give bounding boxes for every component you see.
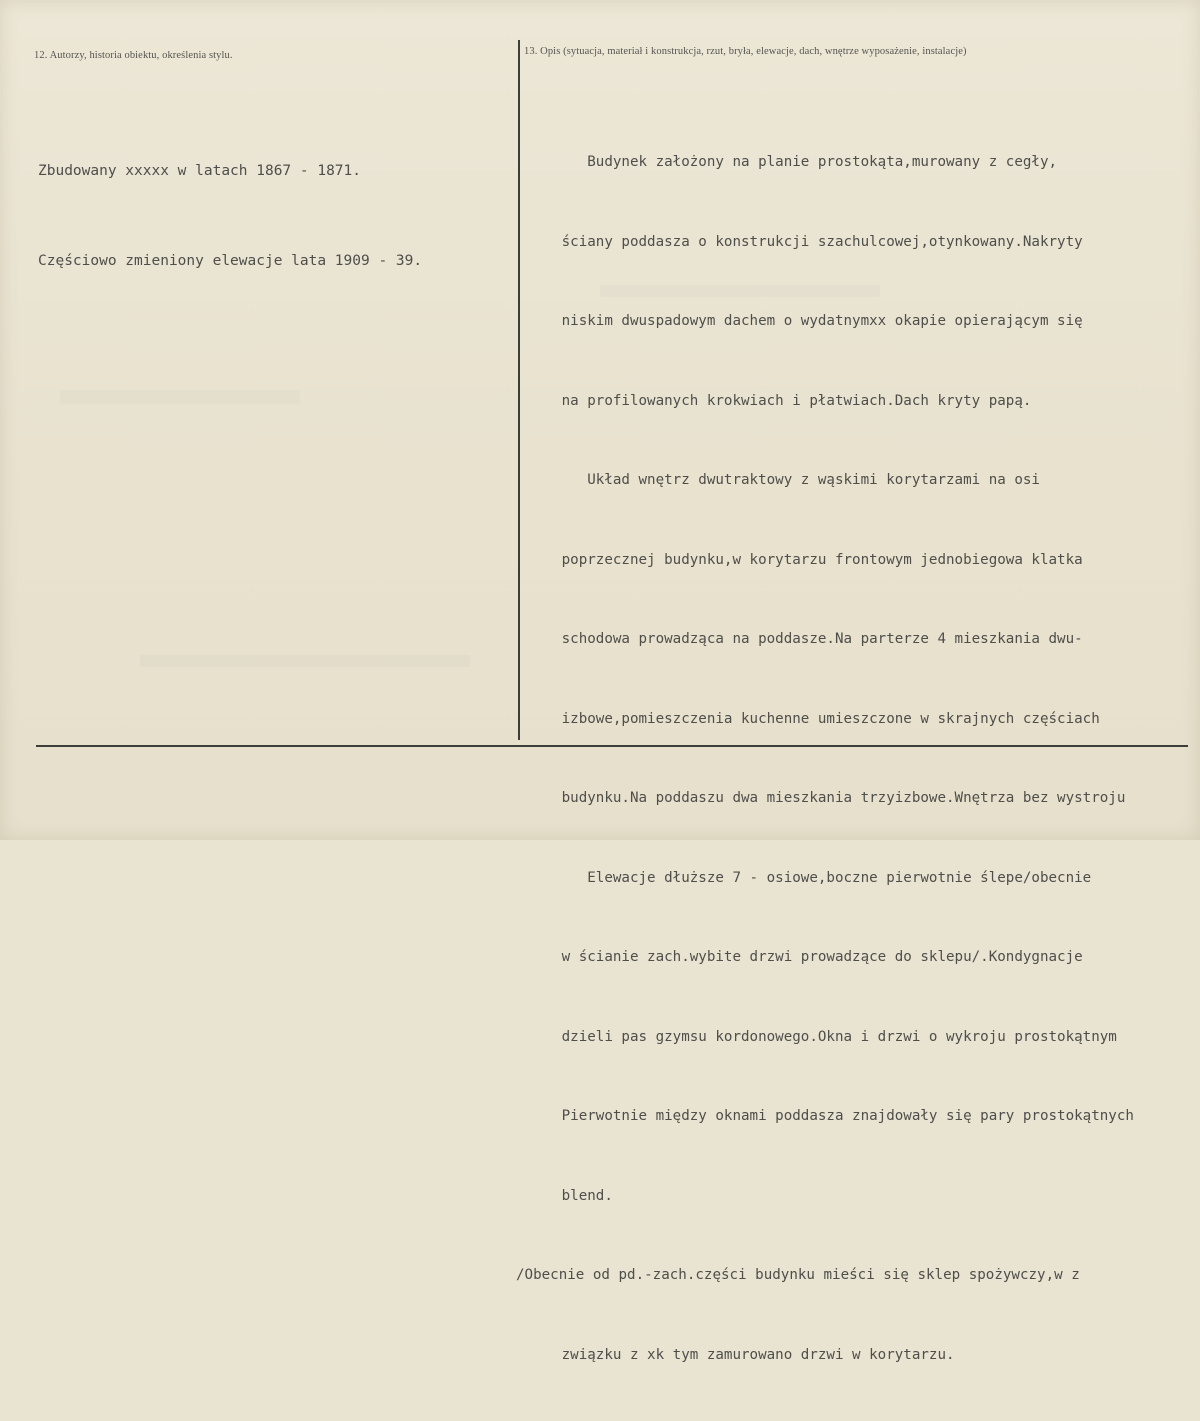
column-divider [518, 40, 520, 740]
description-line: związku z xk tym zamurowano drzwi w korytarzu. [536, 1346, 955, 1363]
description-line: Budynek założony na planie prostokąta,murowany z cegły, [536, 154, 1058, 170]
paper-stain [60, 390, 300, 404]
section-13-header: 13. Opis (sytuacja, materiał i konstrukcja, rzut, bryła, elewacje, dach, wnętrze wyposażenie, instalacje) [524, 46, 967, 57]
description-line: izbowe,pomieszczenia kuchenne umieszczone w skrajnych częściach [536, 710, 1100, 727]
description-line: dzieli pas gzymsu kordonowego.Okna i drzwi o wykroju prostokątnym [536, 1028, 1117, 1045]
description-line: budynku.Na poddaszu dwa mieszkania trzyizbowe.Wnętrza bez wystroju [536, 790, 1126, 806]
description-line: schodowa prowadząca na poddasze.Na parterze 4 mieszkania dwu- [536, 631, 1083, 647]
description-line: blend. [536, 1187, 613, 1204]
description-line: poprzecznej budynku,w korytarzu frontowym jednobiegowa klatka [536, 551, 1083, 568]
history-line: Zbudowany xxxxx w latach 1867 - 1871. [38, 163, 362, 179]
description-line: Układ wnętrz dwutraktowy z wąskimi korytarzami na osi [536, 472, 1040, 488]
description-text [516, 96, 1196, 1421]
description-line: /Obecnie od pd.-zach.części budynku mieści się sklep spożywczy,w z [516, 1267, 1080, 1283]
description-line: Elewacje dłuższe 7 - osiowe,boczne pierwotnie ślepe/obecnie [536, 869, 1092, 886]
section-12-header: 12. Autorzy, historia obiektu, określenia stylu. [34, 50, 233, 61]
history-line: Częściowo zmieniony elewacje lata 1909 - 39. [38, 253, 423, 269]
description-line: w ścianie zach.wybite drzwi prowadzące do sklepu/.Kondygnacje [536, 949, 1083, 965]
description-line: Pierwotnie między oknami poddasza znajdowały się pary prostokątnych [536, 1108, 1134, 1124]
description-line: na profilowanych krokwiach i płatwiach.Dach kryty papą. [536, 392, 1032, 409]
description-line: ściany poddasza o konstrukcji szachulcowej,otynkowany.Nakryty [536, 233, 1083, 250]
description-line: niskim dwuspadowym dachem o wydatnymxx okapie opierającym się [536, 313, 1083, 329]
history-text [38, 96, 422, 336]
paper-stain [140, 655, 470, 667]
